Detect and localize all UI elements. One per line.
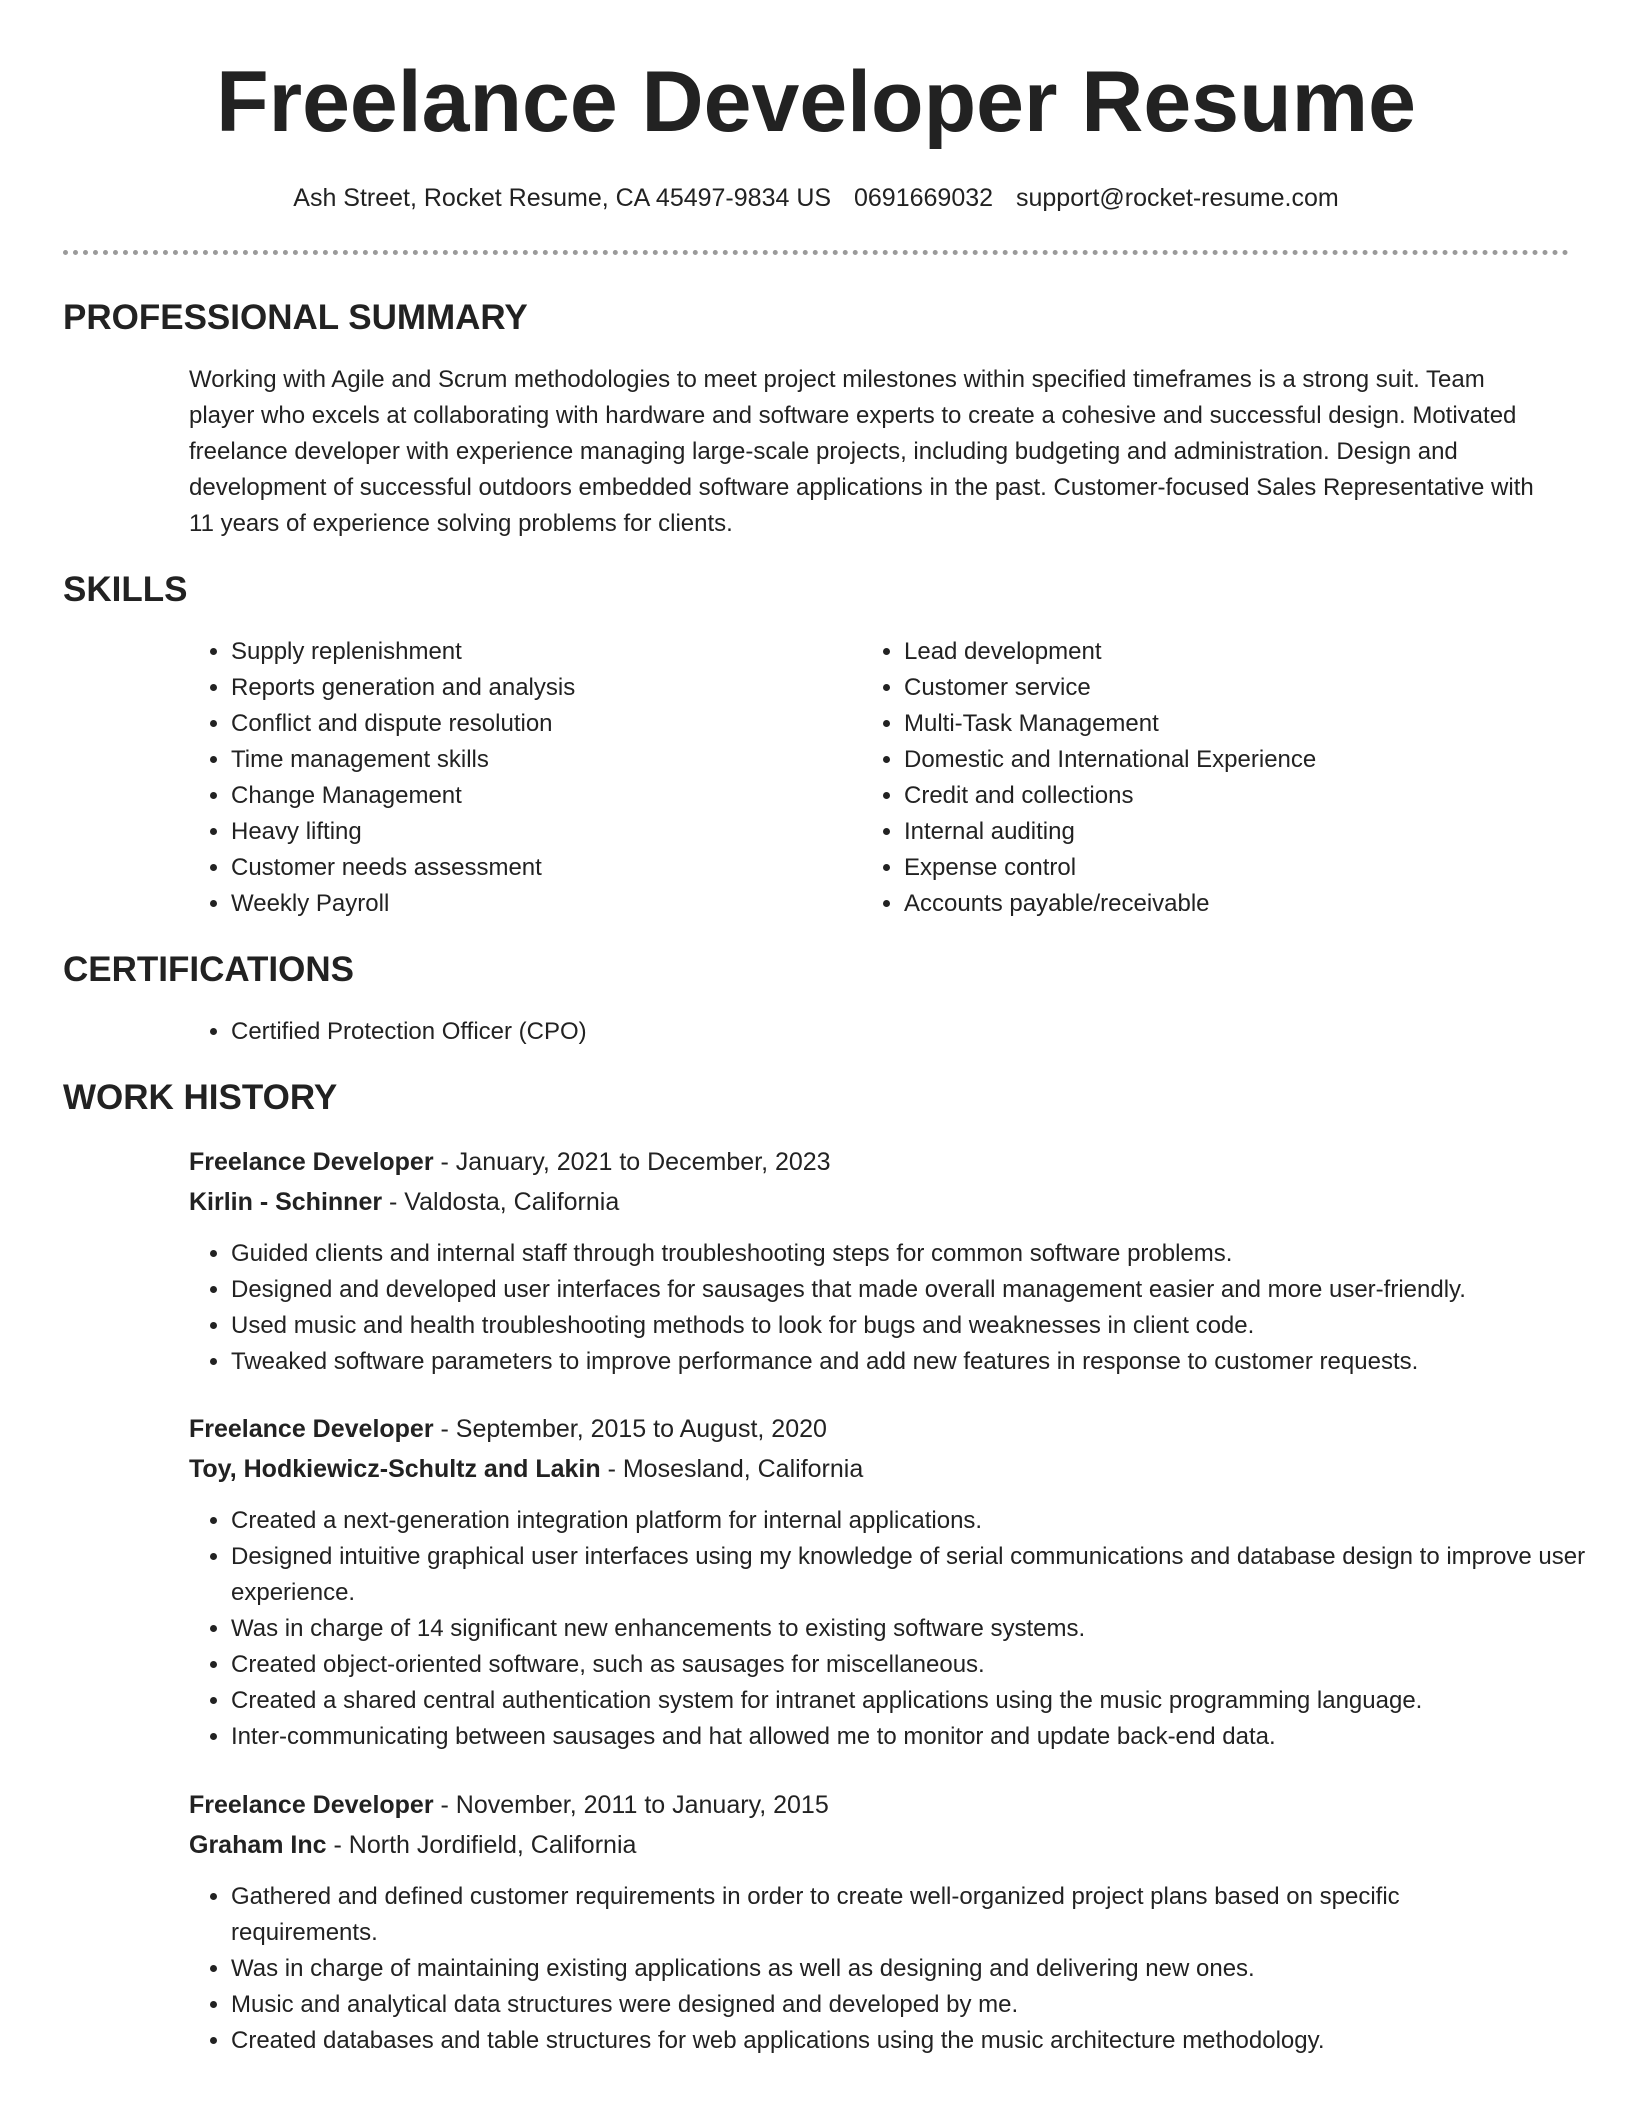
skill-item: • Weekly Payroll <box>231 886 831 922</box>
skill-item: • Credit and collections <box>904 778 1604 814</box>
job-bullet: • Created a next-generation integration platform for internal applications. <box>231 1503 1591 1539</box>
job-role: Freelance Developer <box>189 1791 434 1819</box>
skill-item: • Domestic and International Experience <box>904 742 1604 778</box>
skill-item: • Internal auditing <box>904 814 1604 850</box>
section-title-skills: SKILLS <box>63 570 188 609</box>
job-dates: - November, 2011 to January, 2015 <box>433 1791 829 1819</box>
job-company: Kirlin - Schinner <box>189 1188 383 1216</box>
job-bullet: • Used music and health troubleshooting methods to look for bugs and weaknesses in client code. <box>231 1308 1591 1344</box>
job-location: - North Jordifield, California <box>326 1831 637 1859</box>
job-role: Freelance Developer <box>189 1415 434 1443</box>
job-bullets <box>187 1236 1591 1380</box>
job-location: - Mosesland, California <box>600 1455 864 1483</box>
job-bullet: • Was in charge of maintaining existing applications as well as designing and delivering new ones. <box>231 1951 1531 1987</box>
contact-address: Ash Street, Rocket Resume, CA 45497-9834 US <box>293 184 832 212</box>
skill-item: • Accounts payable/receivable <box>904 886 1604 922</box>
skill-item: • Reports generation and analysis <box>231 670 831 706</box>
skill-item: • Heavy lifting <box>231 814 831 850</box>
job-dates: - September, 2015 to August, 2020 <box>433 1415 827 1443</box>
skill-item: • Customer needs assessment <box>231 850 831 886</box>
job-dates: - January, 2021 to December, 2023 <box>433 1148 831 1176</box>
job-bullets <box>187 1879 1531 2059</box>
job-title-line <box>189 1409 827 1449</box>
skill-item: • Conflict and dispute resolution <box>231 706 831 742</box>
job-bullet: • Designed intuitive graphical user interfaces using my knowledge of serial communications and database design to improve user experience. <box>231 1539 1591 1611</box>
job-bullet: • Created object-oriented software, such as sausages for miscellaneous. <box>231 1647 1591 1683</box>
job-company-line <box>189 1825 636 1865</box>
skills-list-left <box>187 634 831 922</box>
job-company: Toy, Hodkiewicz-Schultz and Lakin <box>189 1455 601 1483</box>
certification-item: • Certified Protection Officer (CPO) <box>231 1014 1531 1050</box>
job-bullet: • Tweaked software parameters to improve performance and add new features in response to customer requests. <box>231 1344 1591 1380</box>
skill-item: • Multi-Task Management <box>904 706 1604 742</box>
section-title-certifications: CERTIFICATIONS <box>63 950 355 989</box>
section-title-work-history: WORK HISTORY <box>63 1078 338 1117</box>
job-company: Graham Inc <box>189 1831 327 1859</box>
job-title-line <box>189 1142 831 1182</box>
job-bullet: • Inter-communicating between sausages and hat allowed me to monitor and update back-end data. <box>231 1719 1591 1755</box>
job-role: Freelance Developer <box>189 1148 434 1176</box>
job-bullet: • Gathered and defined customer requirements in order to create well-organized project plans based on specific requirements. <box>231 1879 1531 1951</box>
job-company-line <box>189 1182 619 1222</box>
skill-item: • Lead development <box>904 634 1604 670</box>
job-title-line <box>189 1785 829 1825</box>
skill-item: • Customer service <box>904 670 1604 706</box>
contact-phone: 0691669032 <box>854 184 994 212</box>
certifications-list <box>187 1014 1531 1050</box>
skill-item: • Expense control <box>904 850 1604 886</box>
job-bullet: • Created a shared central authentication system for intranet applications using the music programming language. <box>231 1683 1591 1719</box>
job-company-line <box>189 1449 863 1489</box>
skill-item: • Supply replenishment <box>231 634 831 670</box>
job-location: - Valdosta, California <box>382 1188 620 1216</box>
job-bullet: • Was in charge of 14 significant new enhancements to existing software systems. <box>231 1611 1591 1647</box>
contact-email: support@rocket-resume.com <box>1016 184 1339 212</box>
resume-title: Freelance Developer Resume <box>216 54 1416 150</box>
summary-text: Working with Agile and Scrum methodologies to meet project milestones within specified timeframes is a strong suit. Team player who excels at collaborating with hardware and software experts to create a cohesive and successful design. Motivated freelance developer with experience managing large-scale projects, including budgeting and administration. Design and development of successful outdoors embedded software applications in the past. Customer-focused Sales Representative with 11 years of experience solving problems for clients. <box>189 366 1534 537</box>
job-bullet: • Guided clients and internal staff through troubleshooting steps for common software problems. <box>231 1236 1591 1272</box>
section-title-summary: PROFESSIONAL SUMMARY <box>63 298 528 337</box>
job-bullet: • Created databases and table structures for web applications using the music architecture methodology. <box>231 2023 1531 2059</box>
job-bullets <box>187 1503 1591 1755</box>
skills-list-right <box>860 634 1604 922</box>
skill-item: • Time management skills <box>231 742 831 778</box>
job-bullet: • Designed and developed user interfaces for sausages that made overall management easier and more user-friendly. <box>231 1272 1591 1308</box>
skill-item: • Change Management <box>231 778 831 814</box>
header-divider <box>63 250 1569 255</box>
contact-line <box>0 180 1632 216</box>
job-bullet: • Music and analytical data structures were designed and developed by me. <box>231 1987 1531 2023</box>
